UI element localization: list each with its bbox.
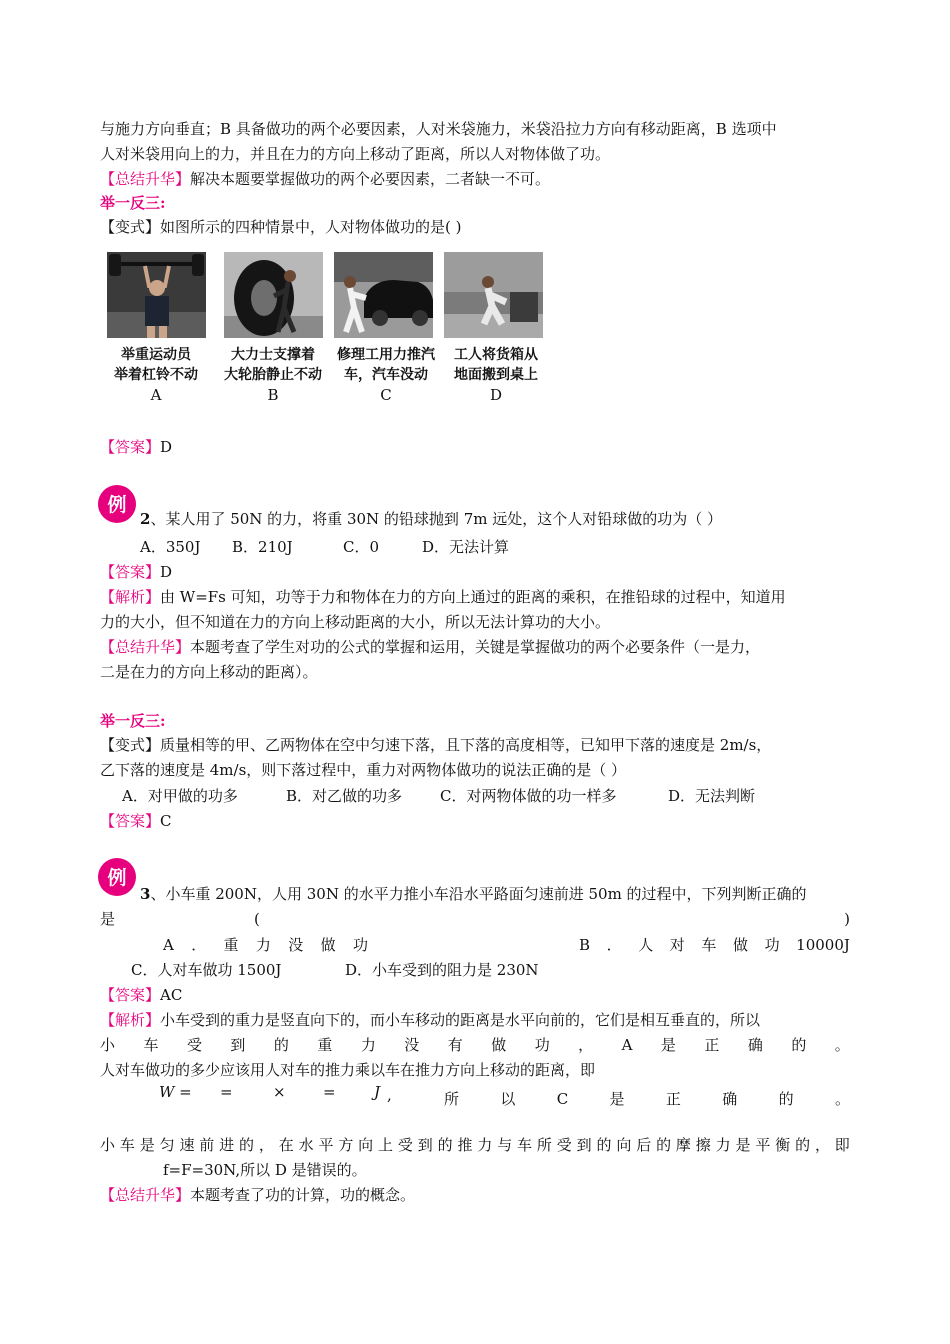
variant2-option-b: B．对乙做的功多 [286, 787, 403, 805]
ex3-analysis-3: 人对车做功的多少应该用人对车的推力乘以车在推力方向上移动的距离，即 [100, 1061, 596, 1079]
tire-photo [224, 252, 323, 338]
work-formula-unit: J [374, 1083, 381, 1101]
work-formula-w: W = [159, 1083, 192, 1101]
ex2-question: 2、某人用了 50N 的力，将重 30N 的铅球抛到 7m 远处，这个人对铅球做的功为（ ） [140, 510, 723, 528]
svg-text:例: 例 [107, 867, 127, 889]
ex2-option-d: D．无法计算 [422, 538, 510, 556]
variant-question: 【变式】如图所示的四种情景中，人对物体做功的是( ) [100, 218, 462, 236]
ex3-summary: 【总结升华】本题考查了功的计算，功的概念。 [100, 1186, 416, 1204]
intro-summary [100, 168, 550, 190]
intro-line-2: 人对米袋用向上的力，并且在力的方向上移动了距离，所以人对物体做了功。 [100, 145, 611, 163]
variant2-question-2: 乙下落的速度是 4m/s，则下落过程中，重力对两物体做功的说法正确的是（ ） [100, 761, 627, 779]
ex3-option-b: B ． 人 对 车 做 功 10000J [579, 936, 850, 954]
summary-tag: 【总结升华】 [100, 170, 191, 188]
summary-text: 解决本题要掌握做功的两个必要因素，二者缺一不可。 [190, 170, 551, 188]
variant-heading: 举一反三: [100, 194, 166, 212]
ex3-answer: 【答案】AC [100, 986, 183, 1004]
variant2-question-1: 【变式】质量相等的甲、乙两物体在空中匀速下落，且下落的高度相等，已知甲下落的速度是 2m/s， [100, 736, 772, 754]
variant2-answer: 【答案】C [100, 812, 172, 830]
car-push-photo [334, 252, 433, 338]
caption-b: 大力士支撑着 大轮胎静止不动 B [224, 347, 322, 404]
example-badge-icon [97, 857, 137, 897]
variant2-option-c: C．对两物体做的功一样多 [440, 787, 617, 805]
weightlifter-photo [107, 252, 206, 338]
ex2-option-b: B．210J [232, 538, 293, 556]
example-badge-icon [97, 484, 137, 524]
ex3-option-d: D．小车受到的阻力是 230N [345, 961, 539, 979]
ex3-analysis-2: 小 车 受 到 的 重 力 没 有 做 功 ， A 是 正 确 的 。 [100, 1036, 850, 1054]
intro-line-1: 与施力方向垂直；B 具备做功的两个必要因素，人对米袋施力，米袋沿拉力方向有移动距离，B 选项中 [100, 120, 777, 138]
lift-box-photo [444, 252, 543, 338]
work-formula-comma: , [387, 1086, 392, 1104]
ex2-analysis-2: 力的大小，但不知道在力的方向上移动距离的大小，所以无法计算功的大小。 [100, 613, 611, 631]
ex3-question-2: 是 ( ) [100, 910, 850, 928]
caption-a: 举重运动员 举着杠铃不动 A [114, 347, 198, 404]
work-formula-eq2: = [323, 1083, 336, 1101]
ex3-analysis-5: 小 车 是 匀 速 前 进 的 ， 在 水 平 方 向 上 受 到 的 推 力 与 车 所 受 到 的 向 后 的 摩 擦 力 是 平 衡 的 ， 即 [100, 1136, 850, 1154]
variant2-option-a: A．对甲做的功多 [122, 787, 238, 805]
ex3-analysis-6: f=F=30N,所以 D 是错误的。 [163, 1161, 367, 1179]
svg-text:例: 例 [107, 494, 127, 516]
variant1-answer: 【答案】D [100, 438, 173, 456]
caption-d: 工人将货箱从 地面搬到桌上 D [454, 347, 538, 404]
ex3-question: 3、小车重 200N，人用 30N 的水平力推小车沿水平路面匀速前进 50m 的过程中，下列判断正确的 [140, 885, 807, 903]
ex3-analysis-4: 所 以 C 是 正 确 的 。 [444, 1090, 850, 1108]
ex2-summary-1: 【总结升华】本题考查了学生对功的公式的掌握和运用，关键是掌握做功的两个必要条件（一是力， [100, 638, 761, 656]
ex2-summary-2: 二是在力的方向上移动的距离）。 [100, 663, 318, 681]
ex2-analysis-1: 【解析】由 W=Fs 可知，功等于力和物体在力的方向上通过的距离的乘积，在推铅球的过程中，知道用 [100, 588, 786, 606]
ex3-option-a: A ． 重 力 没 做 功 [163, 936, 368, 954]
ex2-answer: 【答案】D [100, 563, 173, 581]
ex2-option-a: A．350J [140, 538, 201, 556]
ex2-option-c: C．0 [343, 538, 380, 556]
work-formula-times: × [273, 1083, 286, 1101]
variant2-option-d: D．无法判断 [668, 787, 756, 805]
ex3-analysis-1: 【解析】小车受到的重力是竖直向下的，而小车移动的距离是水平向前的，它们是相互垂直的，所以 [100, 1011, 761, 1029]
work-formula-eq1: = [220, 1083, 233, 1101]
caption-c: 修理工用力推汽 车，汽车没动 C [337, 347, 435, 404]
variant2-heading: 举一反三: [100, 712, 166, 730]
ex3-option-c: C．人对车做功 1500J [131, 961, 282, 979]
